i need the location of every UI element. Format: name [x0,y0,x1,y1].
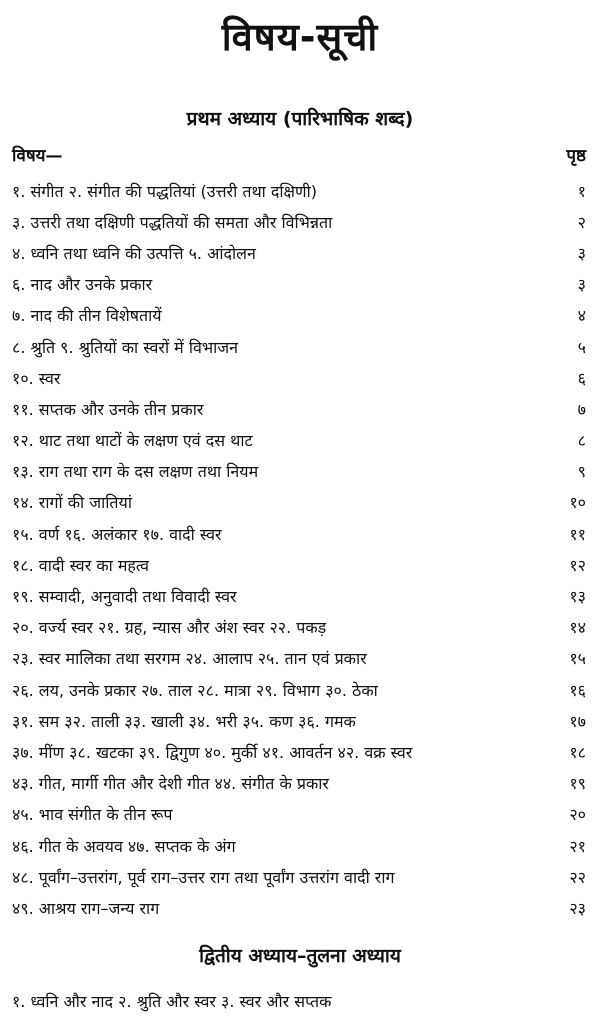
entry-page-number: १ [577,181,586,201]
entry-page-number: ९ [577,462,586,482]
entry-title: १४. रागों की जातियां [12,493,132,513]
toc-entry [12,985,586,1016]
toc-entry [12,861,586,892]
entry-title: १. संगीत २. संगीत की पद्धतियां (उत्तरी तथा दक्षिणी) [12,181,317,201]
entry-title: ४६. गीत के अवयव ४७. सप्तक के अंग [12,836,236,856]
toc-entry [12,518,586,549]
toc-entry [12,300,586,331]
entry-page-number: ११ [569,524,586,544]
entry-title: १८. वादी स्वर का महत्व [12,555,150,575]
toc-entry [12,331,586,362]
entry-title: १५. वर्ण १६. अलंकार १७. वादी स्वर [12,524,222,544]
entry-title: ७. नाद की तीन विशेषतायें [12,306,162,326]
entry-page-number: १४ [569,618,586,638]
entry-page-number: १७ [569,711,586,731]
toc-entry [12,456,586,487]
toc-entry [12,237,586,268]
entry-page-number: ३ [577,275,586,295]
toc-entry [12,736,586,767]
toc-entry [12,362,586,393]
toc-entry [12,674,586,705]
entry-title: १२. थाट तथा थाटों के लक्षण एवं दस थाट [12,431,253,451]
toc-entry [12,705,586,736]
entry-page-number: १३ [569,587,586,607]
entry-title: ६. नाद और उनके प्रकार [12,275,153,295]
entry-title: १. ध्वनि और नाद २. श्रुति और स्वर ३. स्वर और सप्तक [12,991,332,1011]
toc-entry [12,487,586,518]
toc-entry [12,830,586,861]
subject-column-label: विषय— [12,146,63,166]
column-header [12,143,586,166]
toc-entry [12,612,586,643]
entry-title: ३. उत्तरी तथा दक्षिणी पद्धतियों की समता और विभिन्नता [12,212,333,232]
entry-title: ४. ध्वनि तथा ध्वनि की उत्पत्ति ५. आंदोलन [12,243,256,263]
toc-entry [12,580,586,611]
entry-title: ४८. पूर्वांग–उत्तरांग, पूर्व राग–उत्तर राग तथा पूर्वांग उत्तरांग वादी राग [12,867,395,887]
page-column-label: पृष्ठ [566,146,586,166]
chapter-1-heading: प्रथम अध्याय (पारिभाषिक शब्द) [186,108,414,130]
entry-title: ४५. भाव संगीत के तीन रूप [12,805,173,825]
toc-entry [12,643,586,674]
entry-page-number: १६ [569,680,586,700]
entry-page-number: २० [569,805,586,825]
entry-page-number: २१ [569,836,586,856]
toc-entry [12,799,586,830]
entry-title: ४३. गीत, मार्गी गीत और देशी गीत ४४. संगीत के प्रकार [12,774,329,794]
entry-page-number: १९ [569,774,586,794]
entry-title: ११. सप्तक और उनके तीन प्रकार [12,399,204,419]
entry-page-number: ८ [577,431,586,451]
chapter-2-heading: द्वितीय अध्याय–तुलना अध्याय [199,945,401,967]
entry-title: ४९. आश्रय राग–जन्य राग [12,898,160,918]
toc-entry [12,425,586,456]
page-title: विषय-सूची [221,15,379,59]
entry-title: २६. लय, उनके प्रकार २७. ताल २८. मात्रा २९. विभाग ३०. ठेका [12,680,378,700]
toc-entry [12,269,586,300]
entry-title: १०. स्वर [12,368,61,388]
entry-page-number: ७ [577,399,586,419]
entry-page-number: ४ [577,306,586,326]
entry-title: ३१. सम ३२. ताली ३३. खाली ३४. भरी ३५. कण ३६. गमक [12,711,356,731]
toc-entry [12,393,586,424]
entry-page-number: ३ [577,243,586,263]
entry-page-number: २ [577,212,586,232]
entry-title: २३. स्वर मालिका तथा सरगम २४. आलाप २५. तान एवं प्रकार [12,649,367,669]
entry-page-number: १८ [569,742,586,762]
toc-entry [12,892,586,923]
entry-page-number: १५ [569,649,586,669]
entry-title: १९. सम्वादी, अनुवादी तथा विवादी स्वर [12,587,237,607]
toc-entry [12,768,586,799]
entry-page-number: ५ [577,337,586,357]
entry-title: १३. राग तथा राग के दस लक्षण तथा नियम [12,462,259,482]
entry-page-number: २३ [569,898,586,918]
entry-title: ३७. मींण ३८. खटका ३९. द्विगुण ४०. मुर्की ४१. आवर्तन ४२. वक्र स्वर [12,742,413,762]
entry-title: ८. श्रुति ९. श्रुतियों का स्वरों में विभाजन [12,337,239,357]
entry-page-number: १० [569,493,586,513]
toc-entry [12,206,586,237]
entry-page-number: १२ [569,555,586,575]
entry-title: २०. वर्ज्य स्वर २१. ग्रह, न्यास और अंश स्वर २२. पकड़ [12,618,327,638]
toc-entry [12,549,586,580]
chapter-2-entries [12,985,586,1016]
entry-page-number: २२ [569,867,586,887]
toc-entry [12,175,586,206]
chapter-1-entries [12,175,586,924]
entry-page-number: ६ [577,368,586,388]
